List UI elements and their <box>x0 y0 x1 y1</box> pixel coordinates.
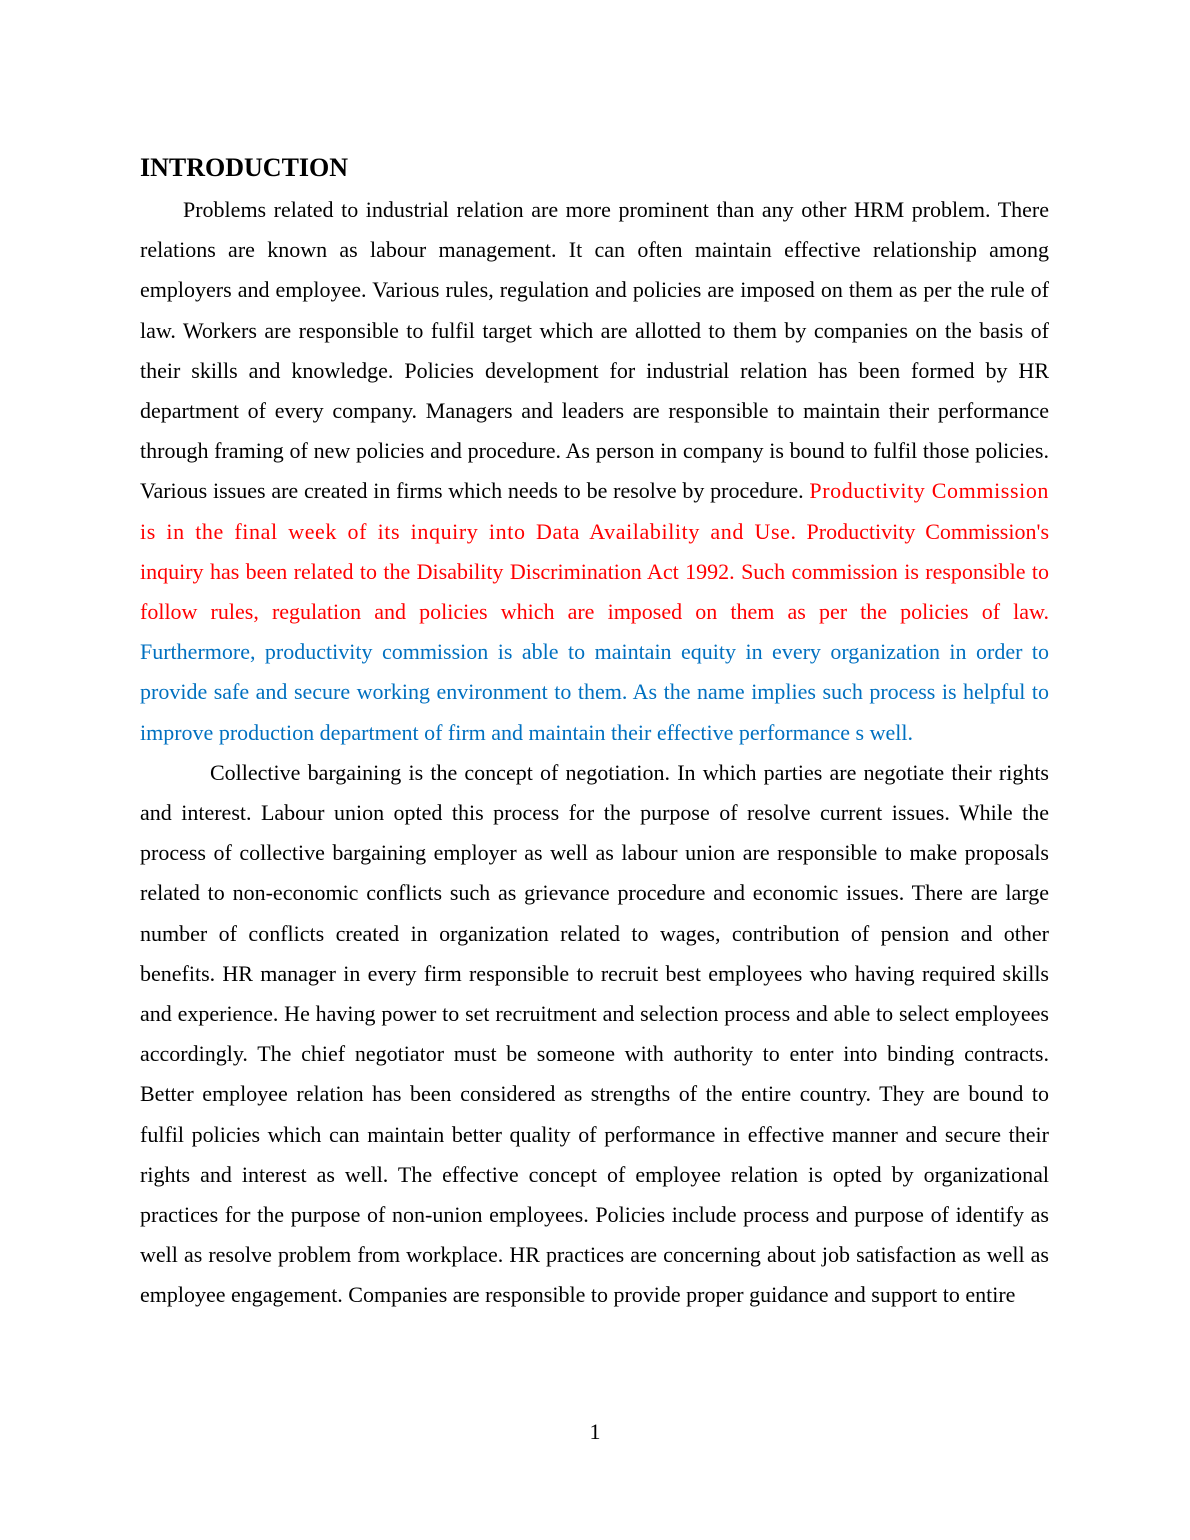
paragraph-text: Problems related to industrial relation are more prominent than any other HRM problem. There relations are known as labour management. It can often maintain effective relationship among employers and employee. Various rules, regulation and policies are imposed on them as per the rule of law. Workers are responsible to fulfil target which are allotted to them by companies on the basis of their skills and knowledge. Policies development for industrial relation has been formed by HR department of every company. Managers and leaders are responsible to maintain their performance through framing of new policies and procedure. As person in company is bound to fulfil those policies. Various issues are created in firms which needs to be resolve by procedure. <box>140 197 1049 504</box>
highlighted-text-red: Productivity Commission's inquiry has been related to the Disability Discrimination Act 1992. Such commission is responsible to follow rules, regulation and policies which are imposed on them as per the policies of law. <box>140 518 1050 625</box>
section-heading: INTRODUCTION <box>140 153 349 182</box>
paragraph-industrial-relations <box>140 190 1049 753</box>
page-number: 1 <box>589 1419 601 1444</box>
paragraph-collective-bargaining: Collective bargaining is the concept of negotiation. In which parties are negotiate their rights and interest. Labour union opted this process for the purpose of resolve current issues. While the process of collective bargaining employer as well as labour union are responsible to make proposals related to non-economic conflicts such as grievance procedure and economic issues. There are large number of conflicts created in organization related to wages, contribution of pension and other benefits. HR manager in every firm responsible to recruit best employees who having required skills and experience. He having power to set recruitment and selection process and able to select employees accordingly. The chief negotiator must be someone with authority to enter into binding contracts. Better employee relation has been considered as strengths of the entire country. They are bound to fulfil policies which can maintain better quality of performance in effective manner and secure their rights and interest as well. The effective concept of employee relation is opted by organizational practices for the purpose of non-union employees. Policies include process and purpose of identify as well as resolve problem from workplace. HR practices are concerning about job satisfaction as well as employee engagement. Companies are responsible to provide proper guidance and support to entire <box>140 759 1049 1308</box>
highlighted-text-blue: Furthermore, productivity commission is able to maintain equity in every organization in order to provide safe and secure working environment to them. As the name implies such process is helpful to improve production department of firm and maintain their effective performance s well. <box>140 639 1049 745</box>
page-content <box>140 148 1049 1316</box>
highlighted-text-red: Productivity Commission is in the final week of its inquiry into Data Availability and Use. <box>140 478 1050 544</box>
